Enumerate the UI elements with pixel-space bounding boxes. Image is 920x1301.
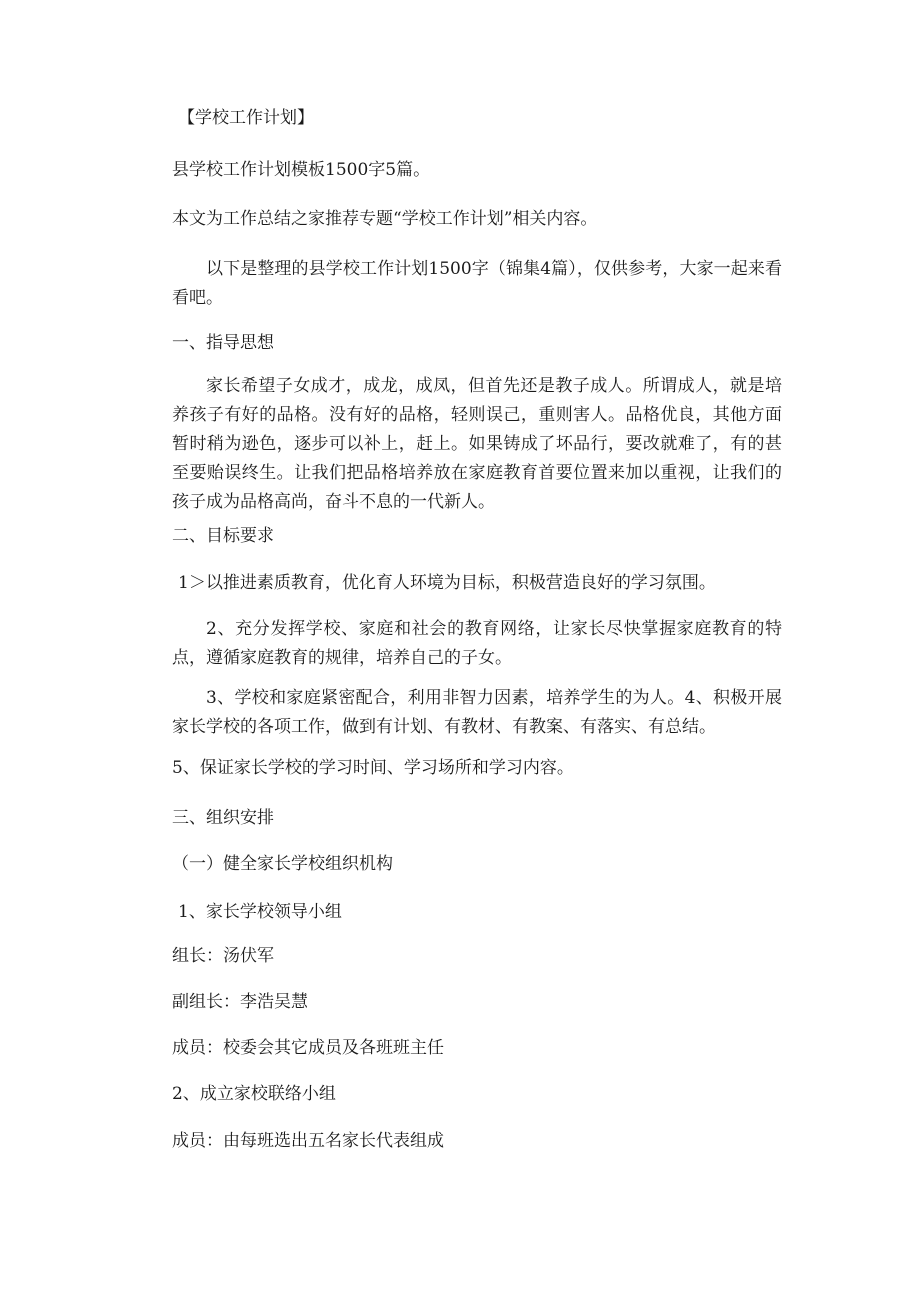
section2-heading: 二、目标要求 (172, 526, 274, 546)
intro-line: 本文为工作总结之家推荐专题“学校工作计划”相关内容。 (172, 209, 598, 229)
item2-heading: 2、成立家校联络小组 (172, 1084, 336, 1104)
section3-heading: 三、组织安排 (172, 808, 274, 828)
goal-1: 1＞以推进素质教育，优化育人环境为目标，积极营造良好的学习氛围。 (178, 573, 716, 593)
subsection1-heading: （一）健全家长学校组织机构 (172, 854, 393, 874)
deputy-line: 副组长：李浩吴慧 (172, 992, 308, 1012)
section1-heading: 一、指导思想 (172, 333, 274, 353)
document-subtitle: 县学校工作计划模板1500字5篇。 (172, 160, 431, 180)
bracket-title: 【学校工作计划】 (178, 108, 314, 128)
liaison-members-line: 成员：由每班选出五名家长代表组成 (172, 1131, 444, 1151)
leader-line: 组长：汤伏军 (172, 946, 274, 966)
goal-3-4: 3、学校和家庭紧密配合，利用非智力因素，培养学生的为人。4、积极开展家长学校的各项工作，做到有计划、有教材、有教案、有落实、有总结。 (172, 688, 782, 737)
members-line: 成员：校委会其它成员及各班班主任 (172, 1038, 444, 1058)
item1-heading: 1、家长学校领导小组 (178, 902, 342, 922)
goal-2: 2、充分发挥学校、家庭和社会的教育网络，让家长尽快掌握家庭教育的特点，遵循家庭教育的规律，培养自己的子女。 (172, 619, 782, 668)
section1-body: 家长希望子女成才，成龙，成凤，但首先还是教子成人。所谓成人，就是培养孩子有好的品格。没有好的品格，轻则误己，重则害人。品格优良，其他方面暂时稍为逊色，逐步可以补上，赶上。如果铸成了坏品行，要改就难了，有的甚至要贻误终生。让我们把品格培养放在家庭教育首要位置来加以重视，让我们的孩子成为品格高尚，奋斗不息的一代新人。 (172, 376, 782, 512)
lead-paragraph: 以下是整理的县学校工作计划1500字（锦集4篇），仅供参考，大家一起来看看吧。 (172, 259, 782, 308)
goal-5: 5、保证家长学校的学习时间、学习场所和学习内容。 (172, 758, 574, 778)
